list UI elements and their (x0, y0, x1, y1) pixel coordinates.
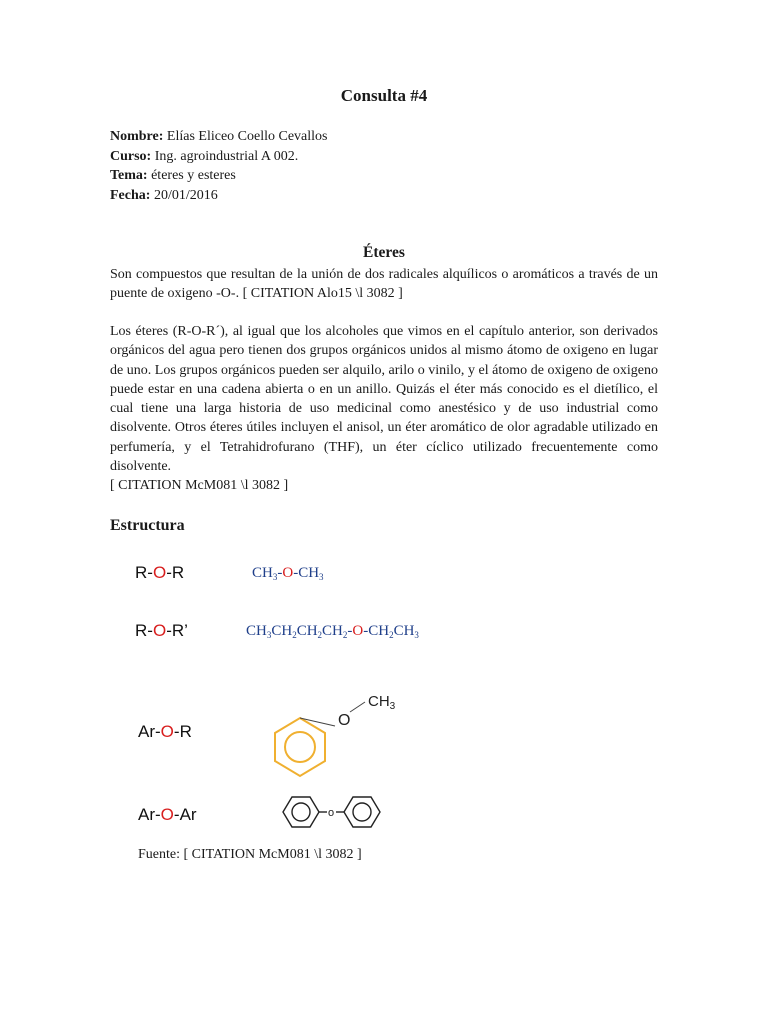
paragraph-definition: Son compuestos que resultan de la unión de dos radicales alquílicos o aromáticos a través de un puente de oxigeno -O-. [ CITATION Alo15 \l 3082 ] (110, 267, 658, 302)
nombre-label: Nombre: (110, 129, 164, 144)
anisole-ch-sub: 3 (389, 701, 396, 712)
f2-s5: 2 (389, 630, 394, 640)
f2-c2: CH (271, 623, 293, 639)
f2-c5: CH (368, 623, 390, 639)
gf4-right: Ar (179, 805, 197, 824)
general-formula-ar-o-r: Ar-O-R (138, 722, 192, 741)
diphenyl-left-ring (283, 797, 319, 827)
fecha-label: Fecha: (110, 187, 151, 203)
gf2-left: R (135, 621, 148, 640)
curso-label: Curso: (110, 148, 152, 164)
tema-value: éteres y esteres (151, 168, 236, 183)
f2-s2: 2 (292, 630, 297, 640)
paragraph-citation: [ CITATION McM081 \l 3082 ] (110, 478, 289, 494)
f2-s4: 2 (342, 630, 348, 640)
f2-s6: 3 (414, 630, 419, 640)
curso-line (110, 147, 327, 167)
student-info (110, 127, 327, 205)
f2-s3: 2 (317, 630, 323, 640)
paragraph-description-text: Los éteres (R-O-R´), al igual que los alcoholes que vimos en el capítulo anterior, son derivados orgánicos del agua pero tienen dos grupos orgánicos unidos al mismo átomo de oxigeno en lugar de uno. Los grupos orgánicos pueden ser alquilo, arilo o vinilo, y el átomo de oxigeno de oxigeno puede estar en una cadena abierta o en un anillo. Quizás el éter más conocido es el dietílico, el cual tiene una larga historia de uso medicinal como anestésico y de uso industrial como disolvente. Otros éteres útiles incluyen el anisol, un éter aromático de olor agradable utilizado en perfumería, y el Tetrahidrofurano (THF), un éter cíclico utilizado frecuentemente como disolvente. (110, 324, 658, 475)
page-title: Consulta #4 (340, 86, 428, 105)
nombre-line (110, 127, 327, 147)
gf3-oxygen: O (160, 722, 174, 741)
section-heading-estructura: Estructura (110, 517, 185, 534)
f1-sub-b: 3 (319, 572, 324, 582)
diphenyl-ether-structure-diagram (278, 794, 388, 830)
gf2-right: R’ (171, 621, 188, 640)
dimethyl-ether-formula: $CH_3-O-CH_3$ (252, 565, 324, 582)
anisole-o-ch3-bond (350, 702, 365, 712)
general-formula-ar-o-ar: Ar-O-Ar (138, 805, 197, 824)
f2-c3: CH (296, 623, 318, 639)
f2-s1: 3 (266, 630, 272, 640)
anisole-aromatic-circle (285, 732, 315, 762)
f2-oxygen: O (352, 623, 364, 639)
anisole-ch: CH (368, 693, 390, 710)
general-formula-r-o-r: R-O-R (135, 563, 185, 582)
section-heading-eteres: Éteres (363, 244, 405, 261)
gf3-right: R (179, 722, 192, 741)
f2-c6: CH (393, 623, 415, 639)
f1-oxygen: O (282, 565, 294, 581)
figure-source-citation: Fuente: [ CITATION McM081 \l 3082 ] (138, 847, 362, 862)
fecha-value: 20/01/2016 (153, 187, 218, 203)
nombre-value: Elías Eliceo Coello Cevallos (166, 129, 328, 144)
gf4-oxygen: O (160, 805, 174, 824)
paragraph-description (110, 322, 658, 496)
fecha-line (110, 186, 327, 206)
diphenyl-right-circle (353, 803, 371, 821)
gf1-right: R (171, 563, 185, 582)
gf3-left: Ar (138, 722, 155, 741)
diphenyl-right-ring (344, 797, 380, 827)
tema-line (110, 166, 327, 186)
gf2-oxygen: O (152, 621, 167, 640)
gf1-oxygen: O (152, 563, 167, 582)
anisole-methyl-label (368, 693, 396, 712)
general-formula-r-o-rprime: R-O-R’ (135, 621, 188, 640)
f1-sub-a: 3 (272, 572, 278, 582)
tema-label: Tema: (110, 168, 148, 183)
anisole-oxygen-label: O (338, 712, 351, 729)
anisole-structure-diagram (240, 690, 410, 790)
gf4-left: Ar (138, 805, 155, 824)
f2-c4: CH (322, 623, 343, 639)
anisole-benzene-ring (275, 718, 325, 776)
butyl-ethyl-ether-formula: $CH_3CH_2CH_2CH_2-O-CH_2CH_3$ (246, 623, 419, 640)
f1-ch-a: CH (252, 565, 273, 581)
f2-c1: CH (246, 623, 267, 639)
gf1-left: R (135, 563, 148, 582)
diphenyl-oxygen-label: o (328, 807, 335, 819)
f1-ch-b: CH (298, 565, 320, 581)
curso-value: Ing. agroindustrial A 002. (154, 148, 299, 164)
diphenyl-left-circle (292, 803, 310, 821)
